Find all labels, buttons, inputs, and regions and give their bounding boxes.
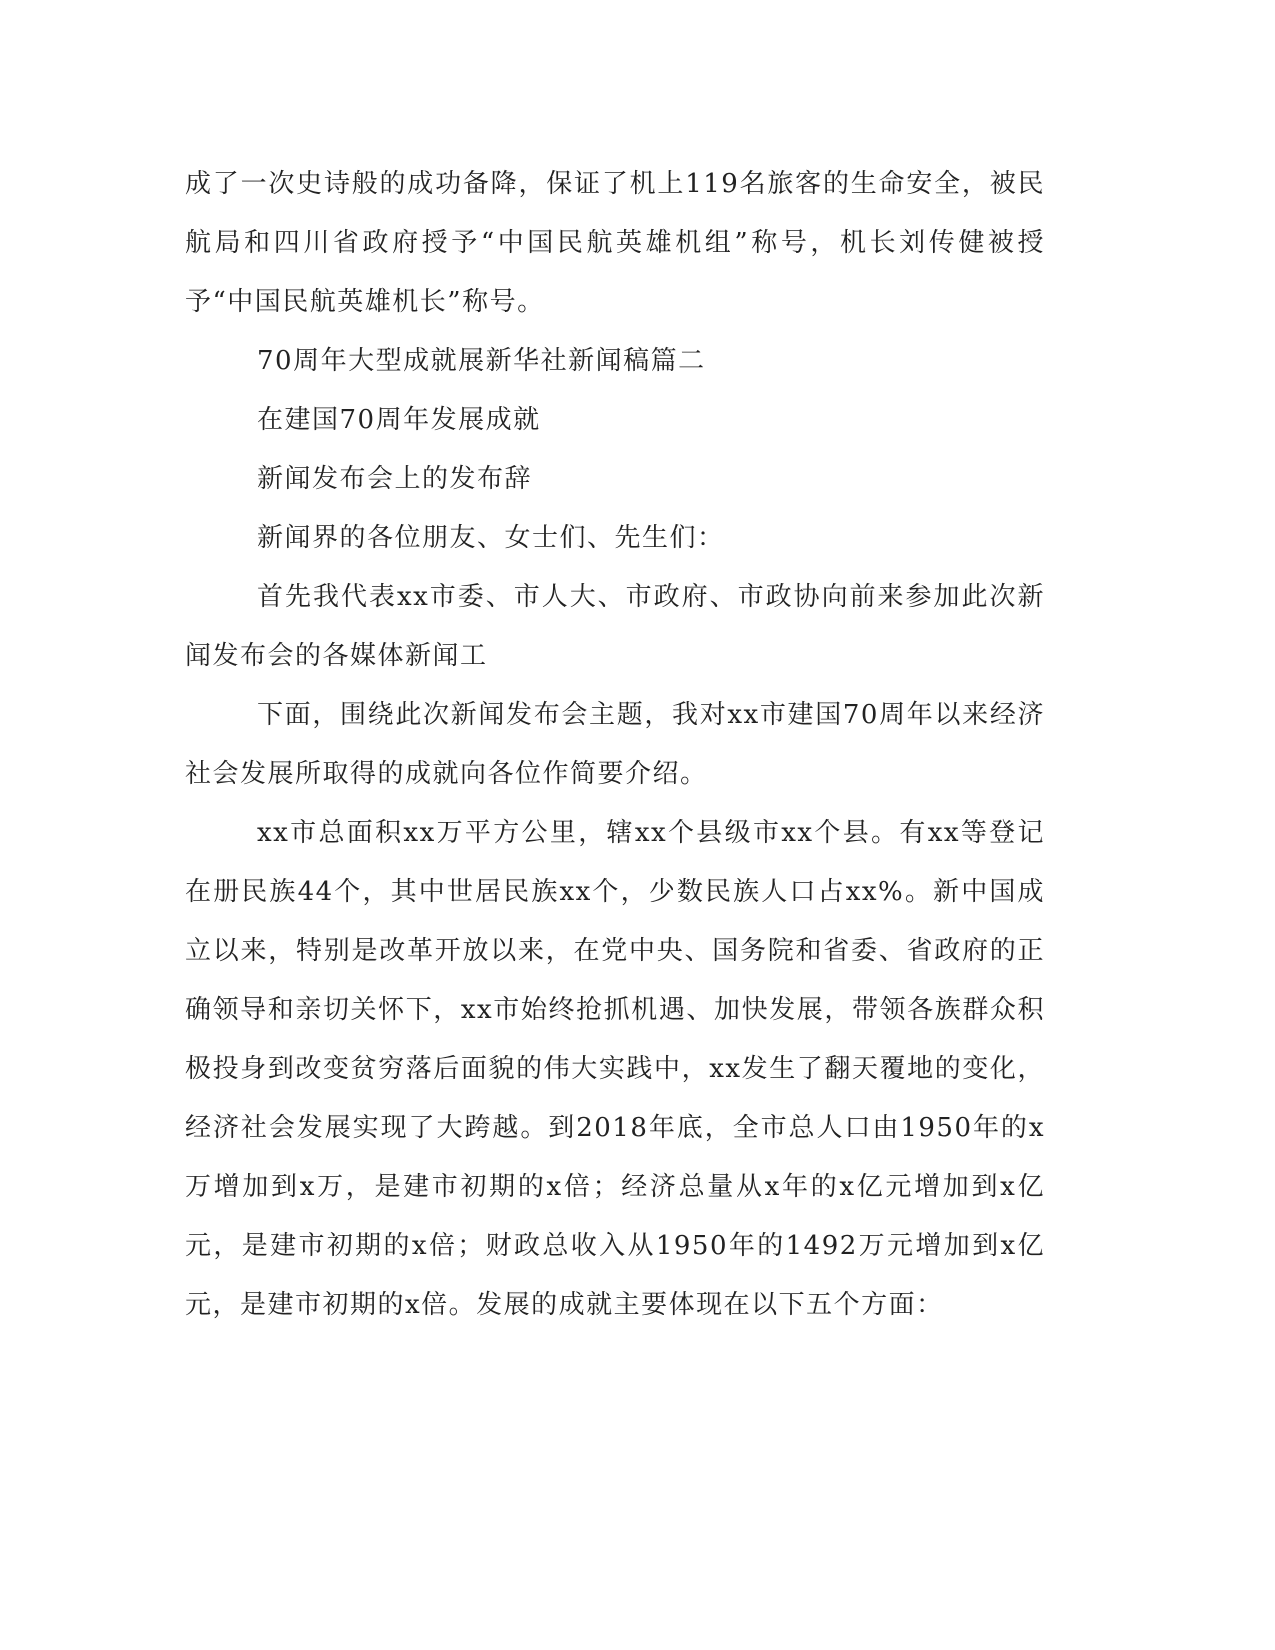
paragraph-overview: xx市总面积xx万平方公里，辖xx个县级市xx个县。有xx等登记在册民族44个，其中世居民族xx个，少数民族人口占xx%。新中国成立以来，特别是改革开放以来，在党中央、国务院和省委、省政府的正确领导和亲切关怀下，xx市始终抢抓机遇、加快发展，带领各族群众积极投身到改变贫穷落后面貌的伟大实践中，xx发生了翻天覆地的变化，经济社会发展实现了大跨越。到2018年底，全市总人口由1950年的x万增加到x万，是建市初期的x倍；经济总量从x年的x亿元增加到x亿元，是建市初期的x倍；财政总收入从1950年的1492万元增加到x亿元，是建市初期的x倍。发展的成就主要体现在以下五个方面： [185,818,1045,1320]
paragraph-intro: 下面，围绕此次新闻发布会主题，我对xx市建国70周年以来经济社会发展所取得的成就向各位作简要介绍。 [185,700,1045,789]
paragraph-welcome: 首先我代表xx市委、市人大、市政府、市政协向前来参加此次新闻发布会的各媒体新闻工 [185,582,1045,671]
speech-title-line-2: 新闻发布会上的发布辞 [257,464,533,494]
salutation: 新闻界的各位朋友、女士们、先生们： [257,523,725,553]
document-body [185,155,1045,1335]
speech-title-line-1: 在建国70周年发展成就 [257,405,541,435]
paragraph-continuation: 成了一次史诗般的成功备降，保证了机上119名旅客的生命安全，被民航局和四川省政府授予“中国民航英雄机组”称号，机长刘传健被授予“中国民航英雄机长”称号。 [185,169,1045,317]
section-title: 70周年大型成就展新华社新闻稿篇二 [257,346,706,376]
